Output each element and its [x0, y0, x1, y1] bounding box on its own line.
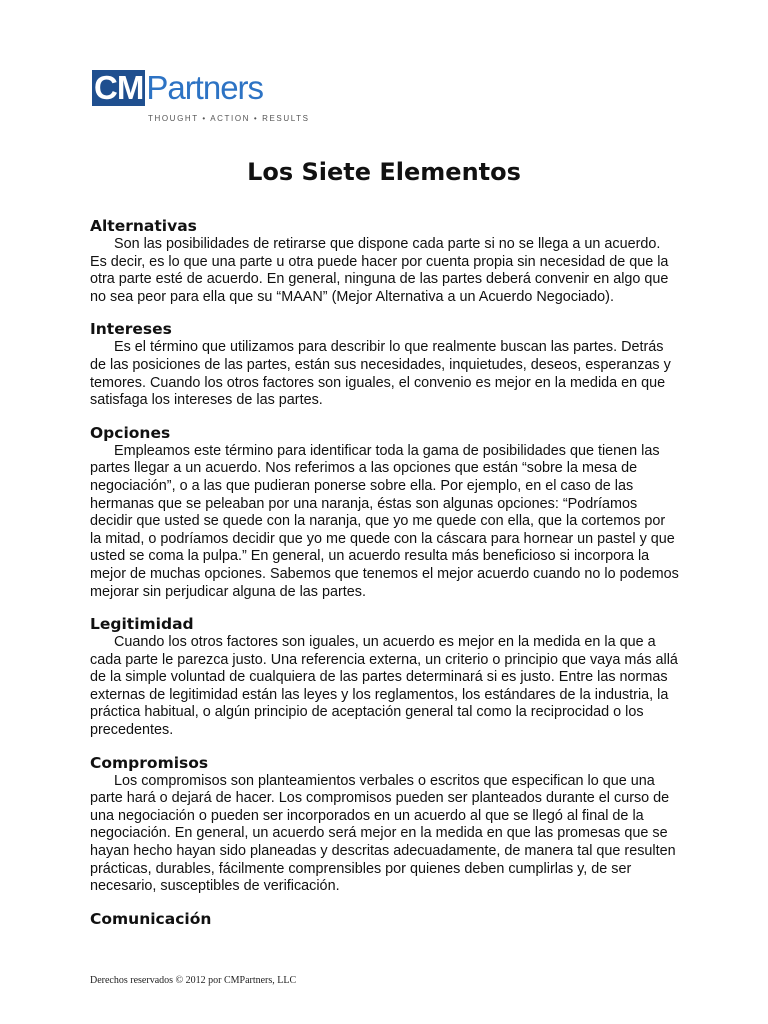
section-heading: Alternativas [90, 217, 197, 235]
logo-partners-text: Partners [146, 69, 264, 106]
section-paragraph: Es el término que utilizamos para describir lo que realmente buscan las partes. Detrás de las posiciones de las partes, están sus necesidades, inquietudes, deseos, esperanzas y temores. Cuando los otros factores son iguales, el convenio es mejor en la medida en que satisfaga los intereses de las partes. [90, 339, 671, 409]
section-paragraph: Son las posibilidades de retirarse que dispone cada parte si no se llega a un acuerdo. Es decir, es lo que una parte u otra puede hacer por cuenta propia sin necesidad de que la otra parte esté de acuerdo. En general, ninguna de las partes deberá convenir en algo que no sea peor para ella que su “MAAN” (Mejor Alternativa a un Acuerdo Negociado). [90, 236, 669, 305]
document-title: Los Siete Elementos [247, 158, 521, 186]
section-heading: Compromisos [90, 753, 209, 772]
section-opciones [90, 424, 680, 601]
logo-cm-mark: CM [94, 69, 144, 106]
section-heading: Legitimidad [90, 615, 194, 634]
section-compromisos [90, 754, 680, 896]
cmpartners-logo [92, 70, 308, 128]
document-body [90, 217, 680, 943]
section-legitimidad [90, 615, 680, 740]
logo-tagline: THOUGHT • ACTION • RESULTS [148, 114, 310, 123]
section-comunicacion [90, 910, 680, 929]
logo-wordmark [92, 70, 308, 106]
section-heading: Intereses [90, 320, 172, 339]
section-paragraph: Empleamos este término para identificar toda la gama de posibilidades que tienen las partes llegar a un acuerdo. Nos referimos a las opciones que están “sobre la mesa de negociación”, o a las que pudieran ponerse sobre ella. Por ejemplo, en el caso de las hermanas que se peleaban por una naranja, éstas son algunas opciones: “Podríamos decidir que usted se quede con la naranja, que yo me quede con ella, que la cortemos por la mitad, o podríamos decidir que yo me quede con la cáscara para hornear un pastel y que usted se coma la pulpa.” En general, un acuerdo resulta más beneficioso si incorpora la mejor de muchas opciones. Sabemos que tenemos el mejor acuerdo cuando no lo podemos mejorar sin perjudicar alguna de las partes. [90, 442, 679, 600]
section-paragraph: Los compromisos son planteamientos verbales o escritos que especifican lo que una parte hará o dejará de hacer. Los compromisos pueden ser planteados durante el curso de una negociación o pueden ser incorporados en un acuerdo al que se llegó al final de la negociación. En general, un acuerdo será mejor en la medida en que las promesas que se hayan hecho hayan sido planeadas y descritas adecuadamente, de manera tal que resulten prácticas, durables, fácilmente comprensibles por quienes deben cumplirlas y, de ser necesario, susceptibles de verificación. [90, 772, 676, 895]
section-heading: Comunicación [90, 909, 212, 928]
copyright-footer: Derechos reservados © 2012 por CMPartners, LLC [90, 975, 297, 986]
section-intereses [90, 320, 680, 409]
section-heading: Opciones [90, 423, 171, 442]
section-alternativas [90, 217, 680, 306]
section-paragraph: Cuando los otros factores son iguales, un acuerdo es mejor en la medida en la que a cada parte le parezca justo. Una referencia externa, un criterio o principio que vaya más allá de la simple voluntad de cualquiera de las partes determinará si es justo. Entre las normas externas de legitimidad están las leyes y los reglamentos, los estándares de la industria, la práctica habitual, o algún principio de aceptación general tal como la reciprocidad o los precedentes. [90, 634, 678, 739]
